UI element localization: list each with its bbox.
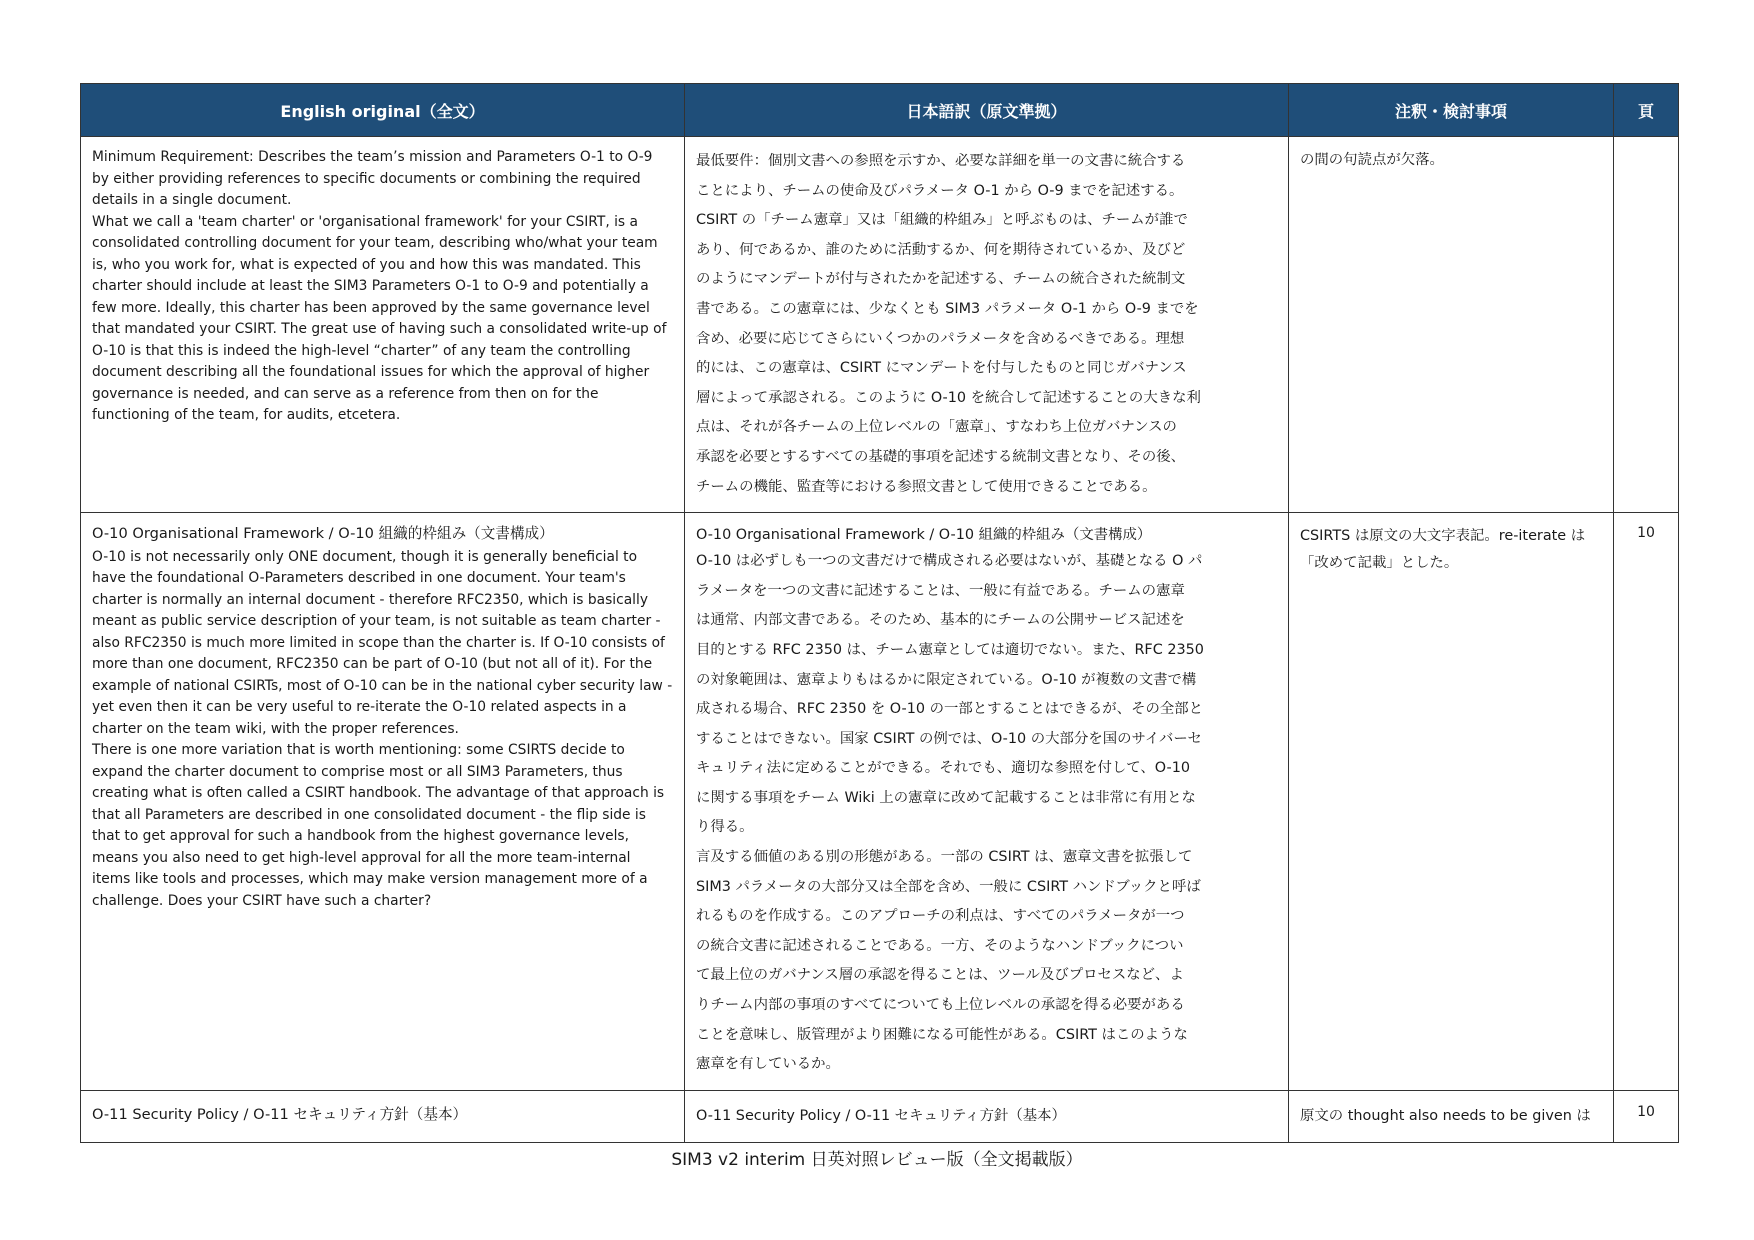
japanese-line: 最低要件：個別文書への参照を示すか、必要な詳細を単一の文書に統合する	[696, 153, 1186, 169]
japanese-line: キュリティ法に定めることができる。それでも、適切な参照を付して、O-10	[696, 760, 1191, 777]
japanese-line: SIM3 パラメータの大部分又は全部を含め、一般に CSIRT ハンドブックと呼ば	[696, 878, 1201, 895]
japanese-line: 言及する価値のある別の形態がある。一部の CSIRT は、憲章文書を拡張して	[696, 849, 1193, 866]
note-line: CSIRTS は原文の大文字表記。re-iterate は	[1300, 528, 1586, 545]
header-japanese: 日本語訳（原文準拠）	[685, 84, 1289, 137]
table-row	[81, 513, 1679, 1091]
note-line: の間の句読点が欠落。	[1300, 152, 1444, 168]
table-row	[81, 137, 1679, 513]
page-cell	[1614, 137, 1679, 513]
japanese-line: 承認を必要とするすべての基礎的事項を記述する統制文書となり、その後、	[696, 448, 1185, 465]
japanese-line: することはできない。国家 CSIRT の例では、O-10 の大部分を国のサイバーセ	[696, 730, 1202, 747]
english-cell	[81, 137, 685, 513]
japanese-line: 点は、それが各チームの上位レベルの「憲章」、すなわち上位ガバナンスの	[696, 419, 1177, 436]
japanese-line: ことにより、チームの使命及びパラメータ O-1 から O-9 までを記述する。	[696, 182, 1184, 199]
japanese-line: 的には、この憲章は、CSIRT にマンデートを付与したものと同じガバナンス	[696, 360, 1187, 377]
japanese-line: ことを意味し、版管理がより困難になる可能性がある。CSIRT はこのような	[696, 1026, 1188, 1043]
japanese-line: 層によって承認される。このように O-10 を統合して記述することの大きな利	[696, 389, 1201, 406]
header-page: 頁	[1614, 84, 1679, 137]
notes-cell	[1289, 137, 1614, 513]
japanese-line: O-10 は必ずしも一つの文書だけで構成される必要はないが、基礎となる O パ	[696, 553, 1203, 570]
japanese-cell	[685, 137, 1289, 513]
notes-cell	[1289, 513, 1614, 1091]
header-english: English original（全文）	[81, 84, 685, 137]
note-line: 原文の thought also needs to be given は	[1300, 1107, 1591, 1124]
english-paragraph: O-10 is not necessarily only ONE document, though it is generally beneficial to have the foundational O-Parameters described in one document. Your team's charter is normally an internal document - therefore RFC2350, which is basically meant as public service description of your team, is not suitable as team charter - also RFC2350 is much more limited in scope than the charter is. If O-10 consists of more than one document, RFC2350 can be part of O-10 (but not all of it). For the example of national CSIRTs, most of O-10 can be in the national cyber security law - yet even then it can be very useful to re-iterate the O-10 related aspects in a charter on the team wiki, with the proper references.	[92, 548, 673, 737]
japanese-line: りチーム内部の事項のすべてについても上位レベルの承認を得る必要がある	[696, 997, 1185, 1014]
page-cell: 10	[1614, 1090, 1679, 1142]
english-section-title: O-11 Security Policy / O-11 セキュリティ方針（基本）	[92, 1105, 468, 1123]
note-line: 「改めて記載」とした。	[1300, 555, 1459, 572]
japanese-line: 含め、必要に応じてさらにいくつかのパラメータを含めるべきである。理想	[696, 330, 1185, 347]
japanese-section-title: O-11 Security Policy / O-11 セキュリティ方針（基本）	[696, 1107, 1066, 1124]
header-row	[81, 84, 1679, 137]
japanese-line: CSIRT の「チーム憲章」又は「組織的枠組み」と呼ぶものは、チームが誰で	[696, 212, 1188, 229]
japanese-line: り得る。	[696, 819, 754, 836]
japanese-line: あり、何であるか、誰のために活動するか、何を期待されているか、及びど	[696, 241, 1186, 258]
english-paragraph: There is one more variation that is worth mentioning: some CSIRTS decide to expand the charter document to comprise most or all SIM3 Parameters, thus creating what is often called a CSIRT handbook. The advantage of that approach is that all Parameters are described in one consolidated document - the flip side is that to get approval for such a handbook from the highest governance levels, means you also need to get high-level approval for all the more team-internal items like tools and processes, which may make version management more of a challenge. Does your CSIRT have such a charter?	[92, 742, 665, 909]
japanese-line: て最上位のガバナンス層の承認を得ることは、ツール及びプロセスなど、よ	[696, 967, 1184, 984]
japanese-line: 目的とする RFC 2350 は、チーム憲章としては適切でない。また、RFC 2350	[696, 641, 1204, 658]
english-cell	[81, 1090, 685, 1142]
japanese-line: れるものを作成する。このアプローチの利点は、すべてのパラメータが一つ	[696, 908, 1185, 925]
review-table	[80, 83, 1679, 1143]
page-cell: 10	[1614, 513, 1679, 1091]
english-paragraph: Minimum Requirement: Describes the team’s mission and Parameters O-1 to O-9 by either providing references to specific documents or combining the required details in a single document.	[92, 149, 653, 208]
japanese-line: に関する事項をチーム Wiki 上の憲章に改めて記載することは非常に有用とな	[696, 789, 1196, 806]
english-paragraph: What we call a 'team charter' or 'organisational framework' for your CSIRT, is a consolidated controlling document for your team, describing who/what your team is, who you work for, what is expected of you and how this was mandated. This charter should include at least the SIM3 Parameters O-1 to O-9 and potentially a few more. Ideally, this charter has been approved by the same governance level that mandated your CSIRT. The great use of having such a consolidated write-up of O-10 is that this is indeed the high-level “charter” of any team the controlling document describing all the foundational issues for which the approval of higher governance is needed, and can serve as a reference from then on for the functioning of the team, for audits, etcetera.	[92, 213, 667, 423]
japanese-line: 書である。この憲章には、少なくとも SIM3 パラメータ O-1 から O-9 までを	[696, 300, 1199, 317]
notes-cell	[1289, 1090, 1614, 1142]
english-section-title: O-10 Organisational Framework / O-10 組織的枠組み（文書構成）	[92, 525, 554, 543]
japanese-line: 憲章を有しているか。	[696, 1056, 840, 1073]
japanese-line: のようにマンデートが付与されたかを記述する、チームの統合された統制文	[696, 271, 1186, 288]
header-notes: 注釈・検討事項	[1289, 84, 1614, 137]
english-cell	[81, 513, 685, 1091]
japanese-cell	[685, 513, 1289, 1091]
japanese-line: は通常、内部文書である。そのため、基本的にチームの公開サービス記述を	[696, 612, 1185, 629]
japanese-line: チームの機能、監査等における参照文書として使用できることである。	[696, 478, 1157, 495]
japanese-line: の対象範囲は、憲章よりもはるかに限定されている。O-10 が複数の文書で構	[696, 671, 1197, 688]
japanese-line: 成される場合、RFC 2350 を O-10 の一部とすることはできるが、その全部と	[696, 701, 1204, 718]
japanese-cell	[685, 1090, 1289, 1142]
japanese-line: の統合文書に記述されることである。一方、そのようなハンドブックについ	[696, 937, 1184, 954]
table-row	[81, 1090, 1679, 1142]
japanese-section-title: O-10 Organisational Framework / O-10 組織的枠組み（文書構成）	[696, 527, 1152, 544]
japanese-line: ラメータを一つの文書に記述することは、一般に有益である。チームの憲章	[696, 582, 1185, 599]
page-footer: SIM3 v2 interim 日英対照レビュー版（全文掲載版）	[671, 1150, 1083, 1170]
